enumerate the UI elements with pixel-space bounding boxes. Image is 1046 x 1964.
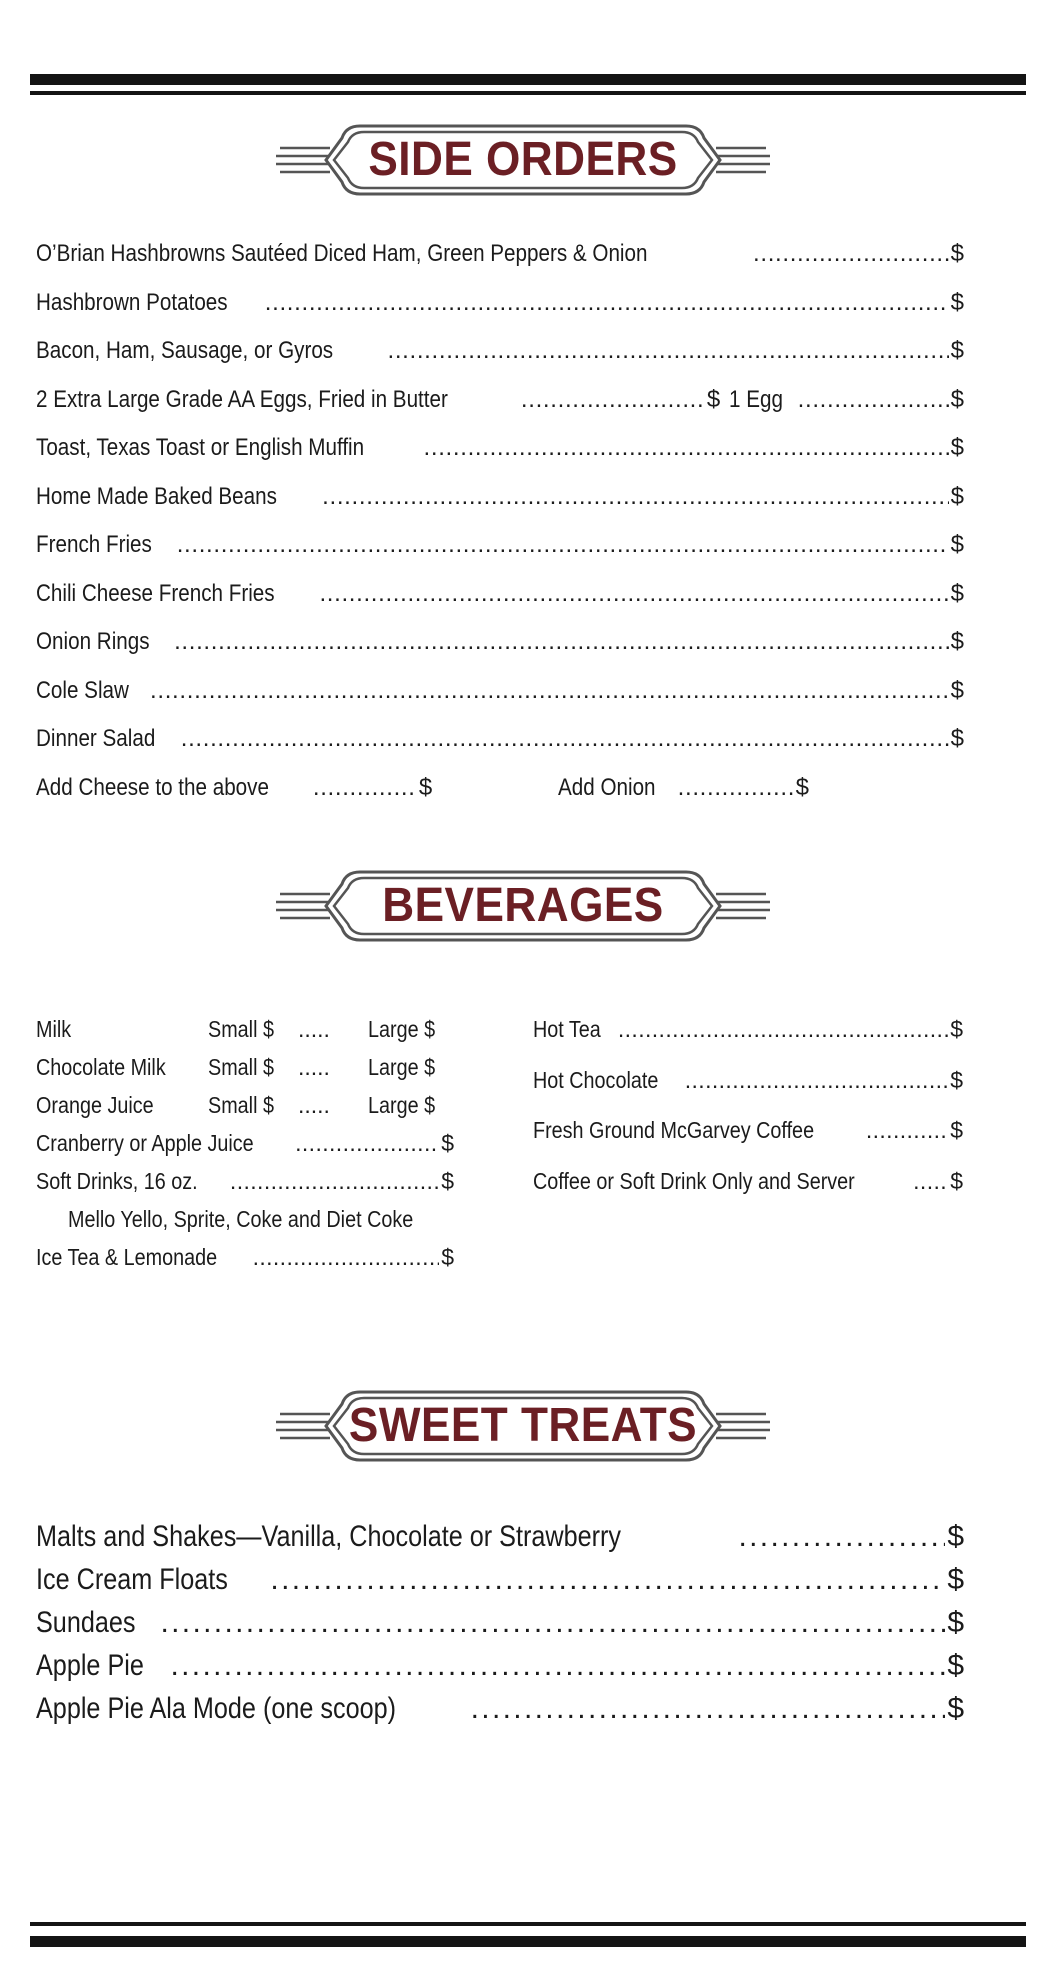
list-note — [36, 1206, 454, 1244]
item-name: Dinner Salad — [36, 725, 156, 752]
item-price: $ — [950, 1066, 963, 1093]
item-name: Cole Slaw — [36, 676, 129, 704]
bottom-rule-thick — [30, 1936, 1026, 1947]
item-name: Apple Pie — [36, 1649, 144, 1682]
item-price: $ — [950, 1117, 963, 1143]
item-price: $ — [441, 1244, 454, 1270]
large-price: Large $ — [368, 1092, 436, 1118]
list-item — [36, 1244, 454, 1282]
item-price: $ — [947, 1692, 964, 1725]
item-extra-name: 1 Egg — [728, 385, 783, 413]
item-price: $ — [950, 725, 964, 752]
item-name: Malts and Shakes—Vanilla, Chocolate or Strawberry — [36, 1520, 622, 1553]
item-name: Sundaes — [36, 1606, 136, 1639]
item-name: 2 Extra Large Grade AA Eggs, Fried in Butter — [36, 385, 448, 413]
leader-dots — [679, 1067, 948, 1094]
item-price: $ — [950, 482, 964, 510]
item-price: $ — [950, 240, 964, 267]
item-price: $ — [950, 628, 964, 655]
item-name: Coffee or Soft Drink Only and Server — [533, 1167, 855, 1194]
leader-dots — [247, 1244, 440, 1271]
large-price: Large $ — [368, 1054, 436, 1080]
top-rule-thin — [30, 91, 1026, 95]
sweet-treats-list — [36, 1520, 964, 1735]
list-item — [36, 434, 964, 483]
item-name: Home Made Baked Beans — [36, 482, 277, 510]
leader-dots — [259, 289, 949, 317]
item-price: $ — [441, 1130, 454, 1156]
item-price: $ — [950, 579, 964, 607]
leader-dots — [418, 434, 949, 462]
addon-name: Add Cheese to the above — [36, 773, 269, 801]
leader-dots — [515, 386, 705, 414]
item-price: $ — [947, 1563, 964, 1596]
list-item — [533, 1168, 963, 1219]
list-item — [36, 386, 964, 435]
soft-drinks-note: Mello Yello, Sprite, Coke and Diet Coke — [68, 1206, 414, 1232]
item-name: Milk — [36, 1016, 72, 1042]
small-price: Small $ — [208, 1054, 274, 1080]
addon-price: $ — [418, 773, 433, 801]
item-price: $ — [950, 337, 964, 364]
separator: ..... — [298, 1054, 330, 1080]
list-item — [36, 289, 964, 338]
item-name: Chocolate Milk — [36, 1054, 166, 1080]
top-rule-thick — [30, 74, 1026, 85]
leader-dots — [164, 1649, 945, 1683]
beverages-banner — [0, 864, 1046, 948]
leader-dots — [465, 1692, 946, 1726]
item-name: O’Brian Hashbrowns Sautéed Diced Ham, Green Peppers & Onion — [36, 240, 648, 267]
list-item — [36, 240, 964, 289]
list-item — [36, 337, 964, 386]
side-orders-list — [36, 240, 964, 822]
side-orders-banner — [0, 118, 1046, 202]
leader-dots — [612, 1016, 948, 1043]
leader-dots — [382, 337, 949, 365]
leader-dots — [747, 240, 949, 268]
leader-dots — [264, 1563, 945, 1597]
bottom-rule-thin — [30, 1922, 1026, 1926]
list-item — [533, 1067, 963, 1118]
list-item — [36, 628, 964, 677]
item-name: Cranberry or Apple Juice — [36, 1130, 254, 1156]
leader-dots — [171, 531, 949, 559]
leader-dots — [168, 628, 949, 656]
leader-dots — [792, 386, 949, 414]
beverages-right-list — [533, 1016, 963, 1218]
leader-dots — [907, 1168, 948, 1195]
sweet-treats-title: SWEET TREATS — [348, 1399, 698, 1452]
leader-dots — [307, 774, 417, 802]
list-item — [36, 1563, 964, 1606]
separator: ..... — [298, 1016, 330, 1042]
large-price: Large $ — [368, 1016, 436, 1042]
item-name: Hot Tea — [533, 1016, 601, 1042]
item-price: $ — [950, 288, 964, 316]
item-price: $ — [950, 434, 964, 461]
addon-price: $ — [795, 773, 810, 801]
leader-dots — [144, 677, 949, 705]
leader-dots — [316, 483, 948, 511]
beverages-left-list — [36, 1016, 454, 1282]
leader-dots — [732, 1520, 945, 1554]
item-price: $ — [947, 1520, 964, 1553]
leader-dots — [154, 1606, 945, 1640]
item-name: Ice Tea & Lemonade — [36, 1244, 218, 1270]
list-item — [36, 531, 964, 580]
item-price: $ — [706, 385, 721, 413]
list-item — [36, 1168, 454, 1206]
list-item — [533, 1016, 963, 1067]
leader-dots — [224, 1168, 439, 1195]
list-item — [36, 1692, 964, 1735]
item-name: Hot Chocolate — [533, 1066, 659, 1093]
item-name: Bacon, Ham, Sausage, or Gyros — [36, 337, 334, 364]
item-name: Chili Cheese French Fries — [36, 579, 275, 607]
item-name: Fresh Ground McGarvey Coffee — [533, 1117, 815, 1143]
item-name: Onion Rings — [36, 628, 150, 655]
list-item — [533, 1117, 963, 1168]
list-item — [36, 677, 964, 726]
item-extra-price: $ — [950, 385, 964, 413]
addon-name: Add Onion — [558, 773, 656, 801]
item-name: French Fries — [36, 531, 152, 558]
item-price: $ — [950, 676, 964, 704]
list-item — [36, 1016, 454, 1054]
side-orders-title: SIDE ORDERS — [368, 133, 678, 186]
item-price: $ — [950, 1167, 963, 1194]
leader-dots — [289, 1130, 439, 1157]
beverages-title: BEVERAGES — [382, 879, 664, 932]
list-item — [36, 1130, 454, 1168]
item-name: Ice Cream Floats — [36, 1563, 228, 1596]
list-item — [36, 1606, 964, 1649]
leader-dots — [313, 580, 948, 608]
sweet-treats-banner — [0, 1384, 1046, 1468]
separator: ..... — [298, 1092, 330, 1118]
item-price: $ — [950, 531, 964, 558]
list-item — [36, 725, 964, 774]
list-item — [36, 1092, 454, 1130]
leader-dots — [860, 1117, 948, 1144]
item-price: $ — [950, 1016, 963, 1042]
addons-row — [36, 774, 964, 823]
leader-dots — [672, 774, 794, 802]
item-name: Hashbrown Potatoes — [36, 288, 228, 316]
list-item — [36, 580, 964, 629]
leader-dots — [175, 725, 949, 753]
list-item — [36, 483, 964, 532]
item-price: $ — [441, 1168, 454, 1194]
item-name: Apple Pie Ala Mode (one scoop) — [36, 1692, 397, 1725]
list-item — [36, 1649, 964, 1692]
small-price: Small $ — [208, 1092, 274, 1118]
list-item — [36, 1054, 454, 1092]
small-price: Small $ — [208, 1016, 274, 1042]
item-name: Orange Juice — [36, 1092, 154, 1118]
list-item — [36, 1520, 964, 1563]
item-price: $ — [947, 1606, 964, 1639]
item-price: $ — [947, 1649, 964, 1682]
item-name: Soft Drinks, 16 oz. — [36, 1168, 198, 1194]
item-name: Toast, Texas Toast or English Muffin — [36, 434, 365, 461]
